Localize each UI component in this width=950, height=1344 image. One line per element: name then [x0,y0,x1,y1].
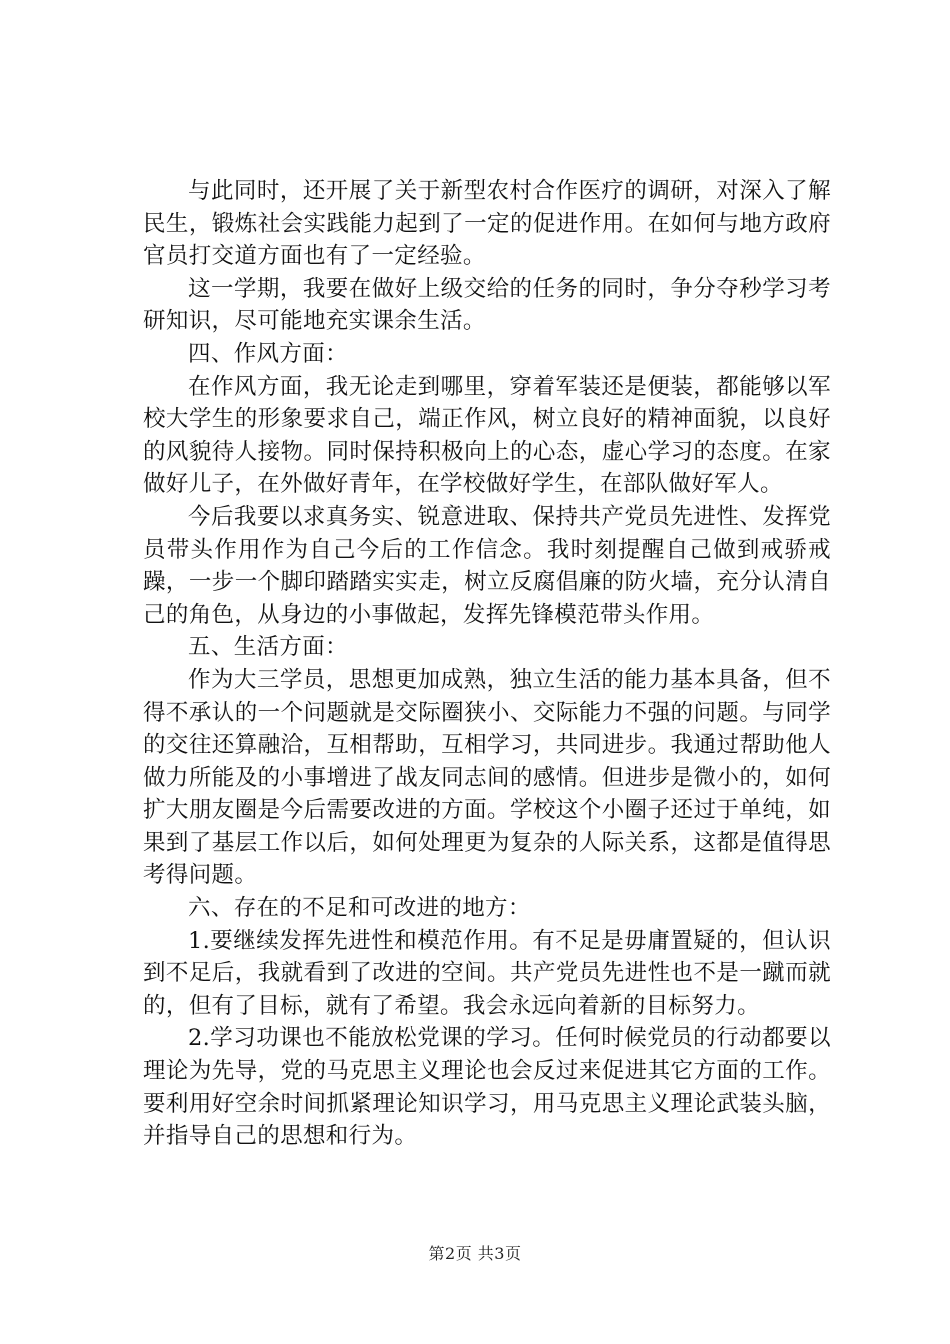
section-heading-style: 四、作风方面： [188,340,348,367]
section-heading-shortcomings: 六、存在的不足和可改进的地方： [188,895,531,922]
document-body [143,175,831,1153]
page-number-footer: 第2页 共3页 [428,1244,522,1263]
paragraph-future-belief: 今后我要以求真务实、锐意进取、保持共产党员先进性、发挥党员带头作用作为自己今后的工作信念。我时刻提醒自己做到戒骄戒躁，一步一个脚印踏踏实实走，树立反腐倡廉的防火墙，充分认清自己的角色，从身边的小事做起，发挥先锋模范带头作用。 [143,503,831,628]
paragraph-style: 在作风方面，我无论走到哪里，穿着军装还是便装，都能够以军校大学生的形象要求自己，端正作风，树立良好的精神面貌，以良好的风貌待人接物。同时保持积极向上的心态，虚心学习的态度。在家做好儿子，在外做好青年，在学校做好学生，在部队做好军人。 [143,373,831,498]
paragraph-research: 与此同时，还开展了关于新型农村合作医疗的调研，对深入了解民生，锻炼社会实践能力起到了一定的促进作用。在如何与地方政府官员打交道方面也有了一定经验。 [143,178,831,270]
section-heading-life: 五、生活方面： [188,634,348,661]
paragraph-item-2: 2.学习功课也不能放松党课的学习。任何时候党员的行动都要以理论为先导，党的马克思主义理论也会反过来促进其它方面的工作。要利用好空余时间抓紧理论知识学习，用马克思主义理论武装头脑，并指导自己的思想和行为。 [143,1025,831,1150]
paragraph-item-1: 1.要继续发挥先进性和模范作用。有不足是毋庸置疑的，但认识到不足后，我就看到了改进的空间。共产党员先进性也不是一蹴而就的，但有了目标，就有了希望。我会永远向着新的目标努力。 [143,927,831,1019]
paragraph-life: 作为大三学员，思想更加成熟，独立生活的能力基本具备，但不得不承认的一个问题就是交际圈狭小、交际能力不强的问题。与同学的交往还算融洽，互相帮助，互相学习，共同进步。我通过帮助他人做力所能及的小事增进了战友同志间的感情。但进步是微小的，如何扩大朋友圈是今后需要改进的方面。学校这个小圈子还过于单纯，如果到了基层工作以后，如何处理更为复杂的人际关系，这都是值得思考得问题。 [143,666,831,889]
paragraph-semester-plan: 这一学期，我要在做好上级交给的任务的同时，争分夺秒学习考研知识，尽可能地充实课余生活。 [143,275,831,335]
